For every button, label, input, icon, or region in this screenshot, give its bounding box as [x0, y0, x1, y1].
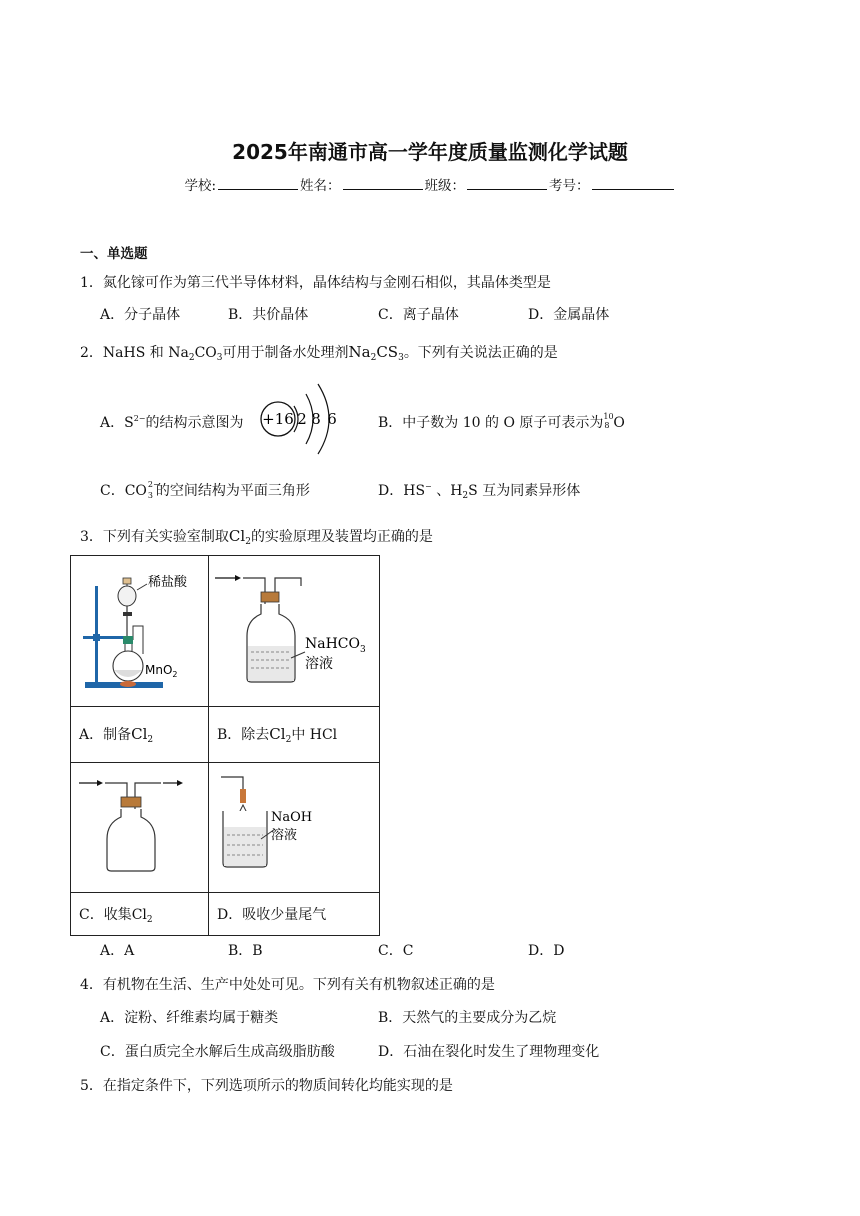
apparatus-c-diagram — [71, 763, 208, 888]
q4-option-c: C．蛋白质完全水解后生成高级脂肪酸 — [100, 1044, 335, 1060]
q2-stem-prefix: 2．NaHS 和 — [80, 345, 164, 361]
d-beaker-liquid — [224, 827, 266, 866]
q2-b-text: B．中子数为 10 的 O 原子可表示为 — [378, 415, 604, 431]
shell-count-2: 8 — [311, 410, 321, 428]
bottle-stopper — [261, 592, 279, 602]
q4-option-d: D．石油在裂化时发生了理物理变化 — [378, 1044, 600, 1060]
q3-option-d: D．D — [528, 943, 565, 959]
ion-hs: HS− — [403, 482, 432, 499]
section-heading: 一、单选题 — [80, 246, 148, 262]
school-label: 学校: — [184, 178, 217, 194]
c-inlet-arrowhead — [97, 780, 103, 786]
cell-a-label — [71, 707, 209, 763]
q3-stem-prefix: 3．下列有关实验室制取 — [80, 529, 229, 545]
q2-d-suffix: 互为同素异形体 — [482, 483, 581, 499]
formula-na2cs3: $Na_2CS_3$ — [348, 343, 404, 363]
name-blank — [343, 176, 423, 190]
c-collection-bottle — [107, 809, 155, 871]
q3-option-c: C．C — [378, 943, 414, 959]
label-mno2-text: MnO — [145, 663, 173, 677]
exam-no-label: 考号： — [549, 178, 590, 194]
school-blank — [218, 176, 298, 190]
nucleus-charge: +16 — [262, 410, 294, 428]
apparatus-a-diagram — [71, 556, 208, 702]
q3-stem-suffix: 的实验原理及装置均正确的是 — [250, 529, 433, 545]
dropping-funnel — [118, 586, 136, 606]
q1-option-a: A．分子晶体 — [100, 307, 181, 323]
cell-c-cl2: $Cl_2$ — [131, 906, 153, 925]
apparatus-d-diagram — [209, 763, 379, 888]
q2-option-d: D．HS− 、$H_2S$ 互为同素异形体 — [378, 482, 581, 501]
q3-option-b: B．B — [228, 943, 263, 959]
cell-b-image — [209, 556, 380, 707]
cell-a-image — [71, 556, 209, 707]
ion-co3: CO 2− 3 — [124, 480, 160, 500]
q5-stem: 5．在指定条件下，下列选项所示的物质间转化均能实现的是 — [80, 1078, 453, 1094]
q2-c-suffix: 的空间结构为平面三角形 — [155, 483, 310, 499]
q2-stem-suffix: 。下列有关说法正确的是 — [403, 345, 558, 361]
apparatus-b-diagram — [209, 556, 379, 702]
cell-a-cl2: $Cl_2$ — [131, 725, 154, 745]
q2-option-a — [100, 412, 244, 432]
c-bottle-stopper — [121, 797, 141, 807]
label-nahco3: NaHCO$_3$ — [305, 636, 366, 655]
shell-count-3: 6 — [327, 410, 337, 428]
isotope-mass: 10 — [603, 412, 614, 421]
label-naoh: NaOH — [271, 810, 313, 825]
cell-c-label — [71, 893, 209, 936]
q4-option-a: A．淀粉、纤维素均属于糖类 — [100, 1010, 279, 1026]
cell-b-suffix: 中 HCl — [291, 727, 338, 743]
atom-structure-diagram — [254, 376, 344, 462]
cell-b-label — [209, 707, 380, 763]
label-solution-d: 溶液 — [271, 828, 298, 843]
q2-a-prefix: A． — [100, 415, 125, 431]
clamp-joint — [93, 634, 100, 641]
q3-apparatus-table — [70, 555, 380, 936]
bottle-liquid — [248, 646, 294, 681]
delivery-tube — [133, 626, 143, 654]
q2-stem — [80, 342, 558, 363]
q2-c-prefix: C． — [100, 483, 125, 499]
burner-flame — [120, 681, 136, 687]
cell-c-image — [71, 763, 209, 893]
label-mno2: MnO$_2$ — [145, 663, 178, 679]
q3-option-a: A．A — [100, 943, 135, 959]
q1-option-b: B．共价晶体 — [228, 307, 309, 323]
q1-stem: 1．氮化镓可作为第三代半导体材料，晶体结构与金刚石相似，其晶体类型是 — [80, 275, 551, 291]
student-info-line — [0, 174, 860, 194]
exam-no-blank — [592, 176, 674, 190]
shell-count-1: 2 — [297, 410, 307, 428]
d-rubber-tube — [240, 789, 246, 803]
label-solution-b: 溶液 — [305, 656, 333, 672]
clamp-arm — [83, 636, 123, 639]
d-delivery-tube — [221, 777, 243, 799]
formula-na2co3: $Na_2CO_3$ — [168, 345, 223, 363]
q2-d-prefix: D． — [378, 483, 404, 499]
q2-a-suffix: 的结构示意图为 — [145, 415, 244, 431]
ion-s2minus: $S^{2-}$ — [124, 414, 146, 431]
q1-option-d: D．金属晶体 — [528, 307, 610, 323]
cell-c-text: C．收集 — [79, 906, 132, 923]
page-title: 2025年南通市高一学年度质量监测化学试题 — [232, 140, 628, 164]
isotope-z: 8 — [604, 421, 610, 430]
funnel-stopper — [123, 578, 131, 584]
q2-stem-mid: 可用于制备水处理剂 — [222, 345, 349, 361]
cell-b-cl2: $Cl_2$ — [269, 725, 292, 745]
class-label: 班级： — [424, 178, 466, 194]
cell-a-text: A．制备 — [79, 727, 132, 743]
q4-stem: 4．有机物在生活、生产中处处可见。下列有关有机物叙述正确的是 — [80, 977, 495, 993]
formula-cl2: $Cl_2$ — [228, 527, 251, 547]
isotope-notation — [603, 413, 613, 431]
cell-d-image — [209, 763, 380, 893]
inlet-arrowhead — [235, 575, 241, 581]
q2-option-b — [378, 412, 625, 432]
q1-option-c: C．离子晶体 — [378, 307, 459, 323]
label-nahco3-text: NaHCO — [305, 636, 360, 652]
c-outlet-arrowhead — [177, 780, 183, 786]
class-blank — [467, 176, 547, 190]
q3-stem — [80, 526, 433, 547]
flask-stopper — [123, 636, 133, 644]
isotope-symbol: O — [613, 415, 625, 431]
stopcock — [123, 612, 132, 616]
q4-option-b: B．天然气的主要成分为乙烷 — [378, 1010, 557, 1026]
cell-d-label: D．吸收少量尾气 — [209, 893, 380, 936]
label-line-acid — [137, 584, 147, 590]
label-dilute-hcl: 稀盐酸 — [148, 575, 188, 590]
name-label: 姓名： — [300, 178, 341, 194]
cell-b-prefix: B．除去 — [217, 727, 270, 743]
q2-option-c — [100, 480, 310, 500]
formula-h2s: $H_2S$ — [450, 483, 478, 501]
